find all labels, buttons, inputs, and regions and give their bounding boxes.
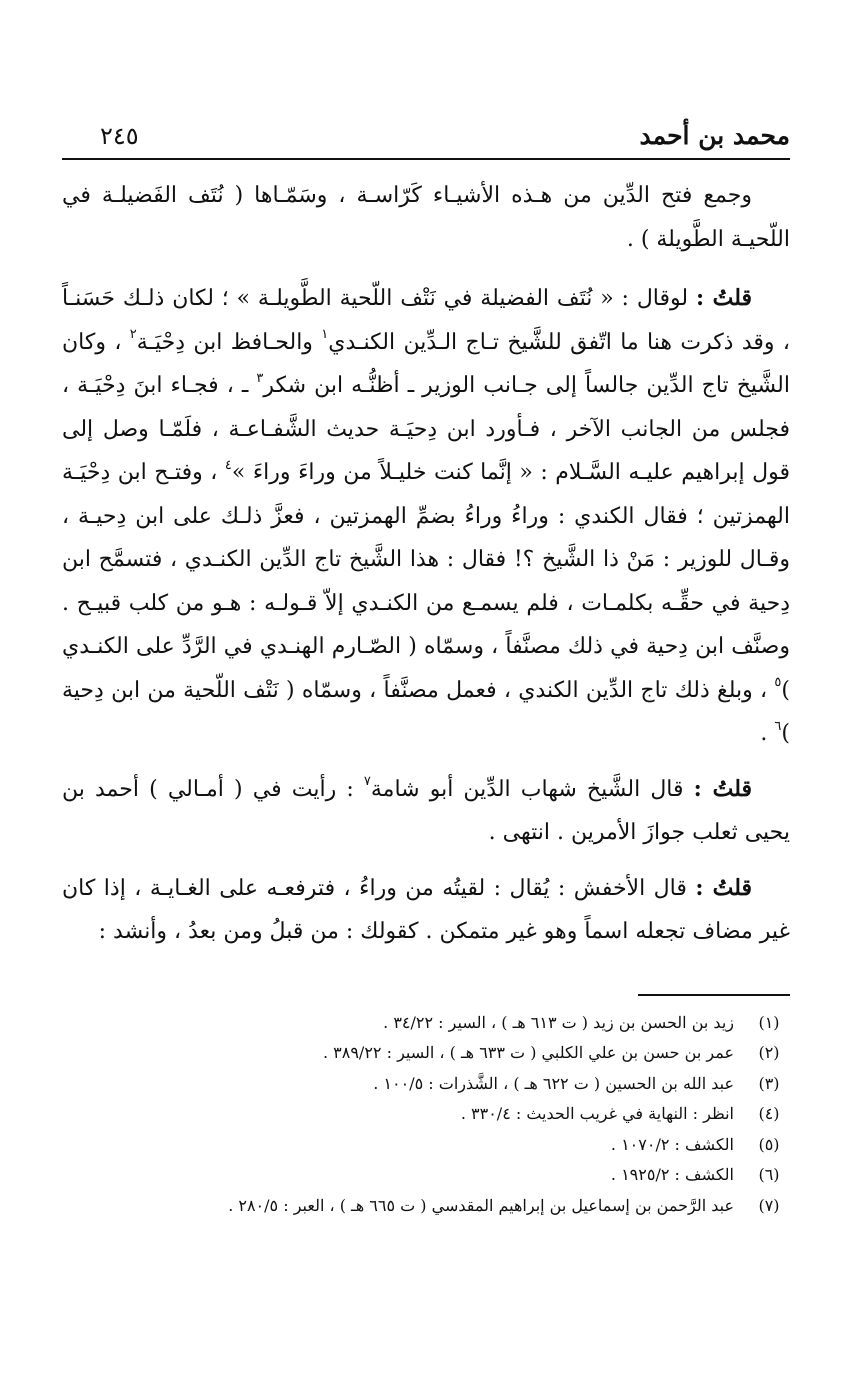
paragraph-text: وجمع فتح الدِّين من هـذه الأشيـاء كَرّاسـة ، وسَمّـاها ( نُتَف الفَضيلـة في اللّحيـة الطَّويلة ) . [62, 183, 790, 252]
footnote-text: عبد الرَّحمن بن إسماعيل بن إبراهيم المقدسي ( ت ٦٦٥ هـ ) ، العبر : ٢٨٠/٥ . [228, 1195, 734, 1215]
page-header [62, 118, 790, 160]
footnote-divider [638, 994, 790, 996]
footnote-number: (٤) [758, 1104, 780, 1123]
text-run: ـ ، فجـاء ابنَ دِحْيَـة ، فجلس من الجانب الآخر ، فـأورد ابن دِحيَـة حديث الشَّفـاعـة ، فلَمّـا وصل إلى قول إبراهيم عليـه السَّـلام : « إنَّما كنت خليـلاً من وراءَ وراءَ » [62, 373, 790, 485]
footnote-number: (٦) [758, 1165, 780, 1184]
paragraph-2 [62, 277, 790, 756]
footnotes [62, 1008, 790, 1222]
footnote [62, 1191, 784, 1222]
footnote-ref[interactable]: ٣ [256, 370, 264, 386]
paragraph-3 [62, 768, 790, 855]
paragraph-lead: قلتُ : [695, 285, 753, 311]
footnote [62, 1038, 784, 1069]
footnote-ref[interactable]: ١ [321, 327, 329, 343]
footnote-ref[interactable]: ٢ [129, 327, 137, 343]
text-run: ، وبلغ ذلك تاج الدِّين الكندي ، فعمل مصنَّفاً ، وسمّاه ( نَتْف اللّحية من ابن دِحية ) [62, 677, 790, 746]
running-title: محمد بن أحمد [639, 121, 790, 150]
footnote-ref[interactable]: ٦ [774, 718, 782, 734]
text-run: ، وفتـح ابن دِحْيَـة الهمزتين ؛ فقال الكندي : وراءُ وراءُ بضمِّ الهمزتين ، فعزَّ ذلـك على ابن دِحيـة ، وقـال للوزير : مَنْ ذا الشَّيخ ؟! فقال : هذا الشَّيخ تاج الدِّين الكنـدي ، فتسمَّح ابن دِحية في حقِّـه بكلمـات ، فلم يسمـع من الكنـدي إلاّ قـولـه : هـو من كلب قبيـح . وصنَّف ابن دِحية في ذلك مصنَّفاً ، وسمّاه ( الصّـارم الهنـدي في الرَّدِّ على الكنـدي ) [62, 460, 790, 703]
footnote-ref[interactable]: ٤ [224, 457, 232, 473]
paragraph-text: قال الأخفش : يُقال : لقيتُه من وراءُ ، فترفعـه على الغـايـة ، إذا كان غير مضاف تجعله اسماً وهو غير متمكن . كقولك : من قبلُ ومن بعدُ ، وأنشد : [62, 875, 790, 944]
text-run: : رأيت في ( أمـالي ) أحمد بن يحيى ثعلب جوازَ الأمرين . انتهى . [62, 776, 790, 845]
text-run: ، وكان الشَّيخ تاج الدِّين جالساً إلى جـانب الوزير ـ أظنُّـه ابن شكر [62, 329, 790, 398]
footnote [62, 1099, 784, 1130]
footnote-number: (٧) [758, 1195, 780, 1215]
footnote-ref[interactable]: ٥ [774, 675, 782, 691]
text-run: قال الشَّيخ شهاب الدِّين أبو شامة [370, 776, 684, 802]
footnote-text: زيد بن الحسن بن زيد ( ت ٦١٣ هـ ) ، السير : ٣٤/٢٢ . [383, 1012, 734, 1032]
body-text [62, 174, 790, 954]
footnote-number: (٣) [758, 1073, 780, 1093]
text-run: والحـافظ ابن دِحْيَـة [136, 329, 322, 355]
footnote-ref[interactable]: ٧ [363, 774, 371, 790]
footnote [62, 1069, 784, 1100]
text-run: لوقال : « نُتَف الفضيلة في نَتْف اللّحية الطَّويلـة » ؛ لكان ذلـك حَسَنـاً ، وقد ذكرت هنا ما اتّفق للشَّيخ تـاج الـدِّين الكنـدي [62, 286, 790, 355]
footnote [62, 1008, 784, 1039]
footnote-number: (٢) [758, 1043, 780, 1062]
book-page [62, 118, 790, 1221]
paragraph-lead: قلتُ : [693, 775, 752, 802]
page-number: ٢٤٥ [100, 122, 139, 150]
footnote-text: عبد الله بن الحسين ( ت ٦٢٢ هـ ) ، الشَّذرات : ١٠٠/٥ . [373, 1073, 734, 1093]
footnote-number: (١) [758, 1012, 780, 1032]
paragraph-4 [62, 867, 790, 954]
footnote-text: انظر : النهاية في غريب الحديث : ٣٣٠/٤ . [460, 1104, 734, 1123]
paragraph-lead: قلتُ : [695, 874, 753, 901]
paragraph-1 [62, 174, 790, 261]
footnote-number: (٥) [758, 1134, 780, 1154]
footnote-text: عمر بن حسن بن علي الكلبي ( ت ٦٣٣ هـ ) ، السير : ٣٨٩/٢٢ . [322, 1043, 734, 1062]
footnote [62, 1130, 784, 1161]
footnote [62, 1160, 784, 1191]
footnote-text: الكشف : ١٠٧٠/٢ . [610, 1134, 734, 1154]
text-run: . [760, 721, 775, 746]
footnote-text: الكشف : ١٩٢٥/٢ . [610, 1165, 734, 1184]
